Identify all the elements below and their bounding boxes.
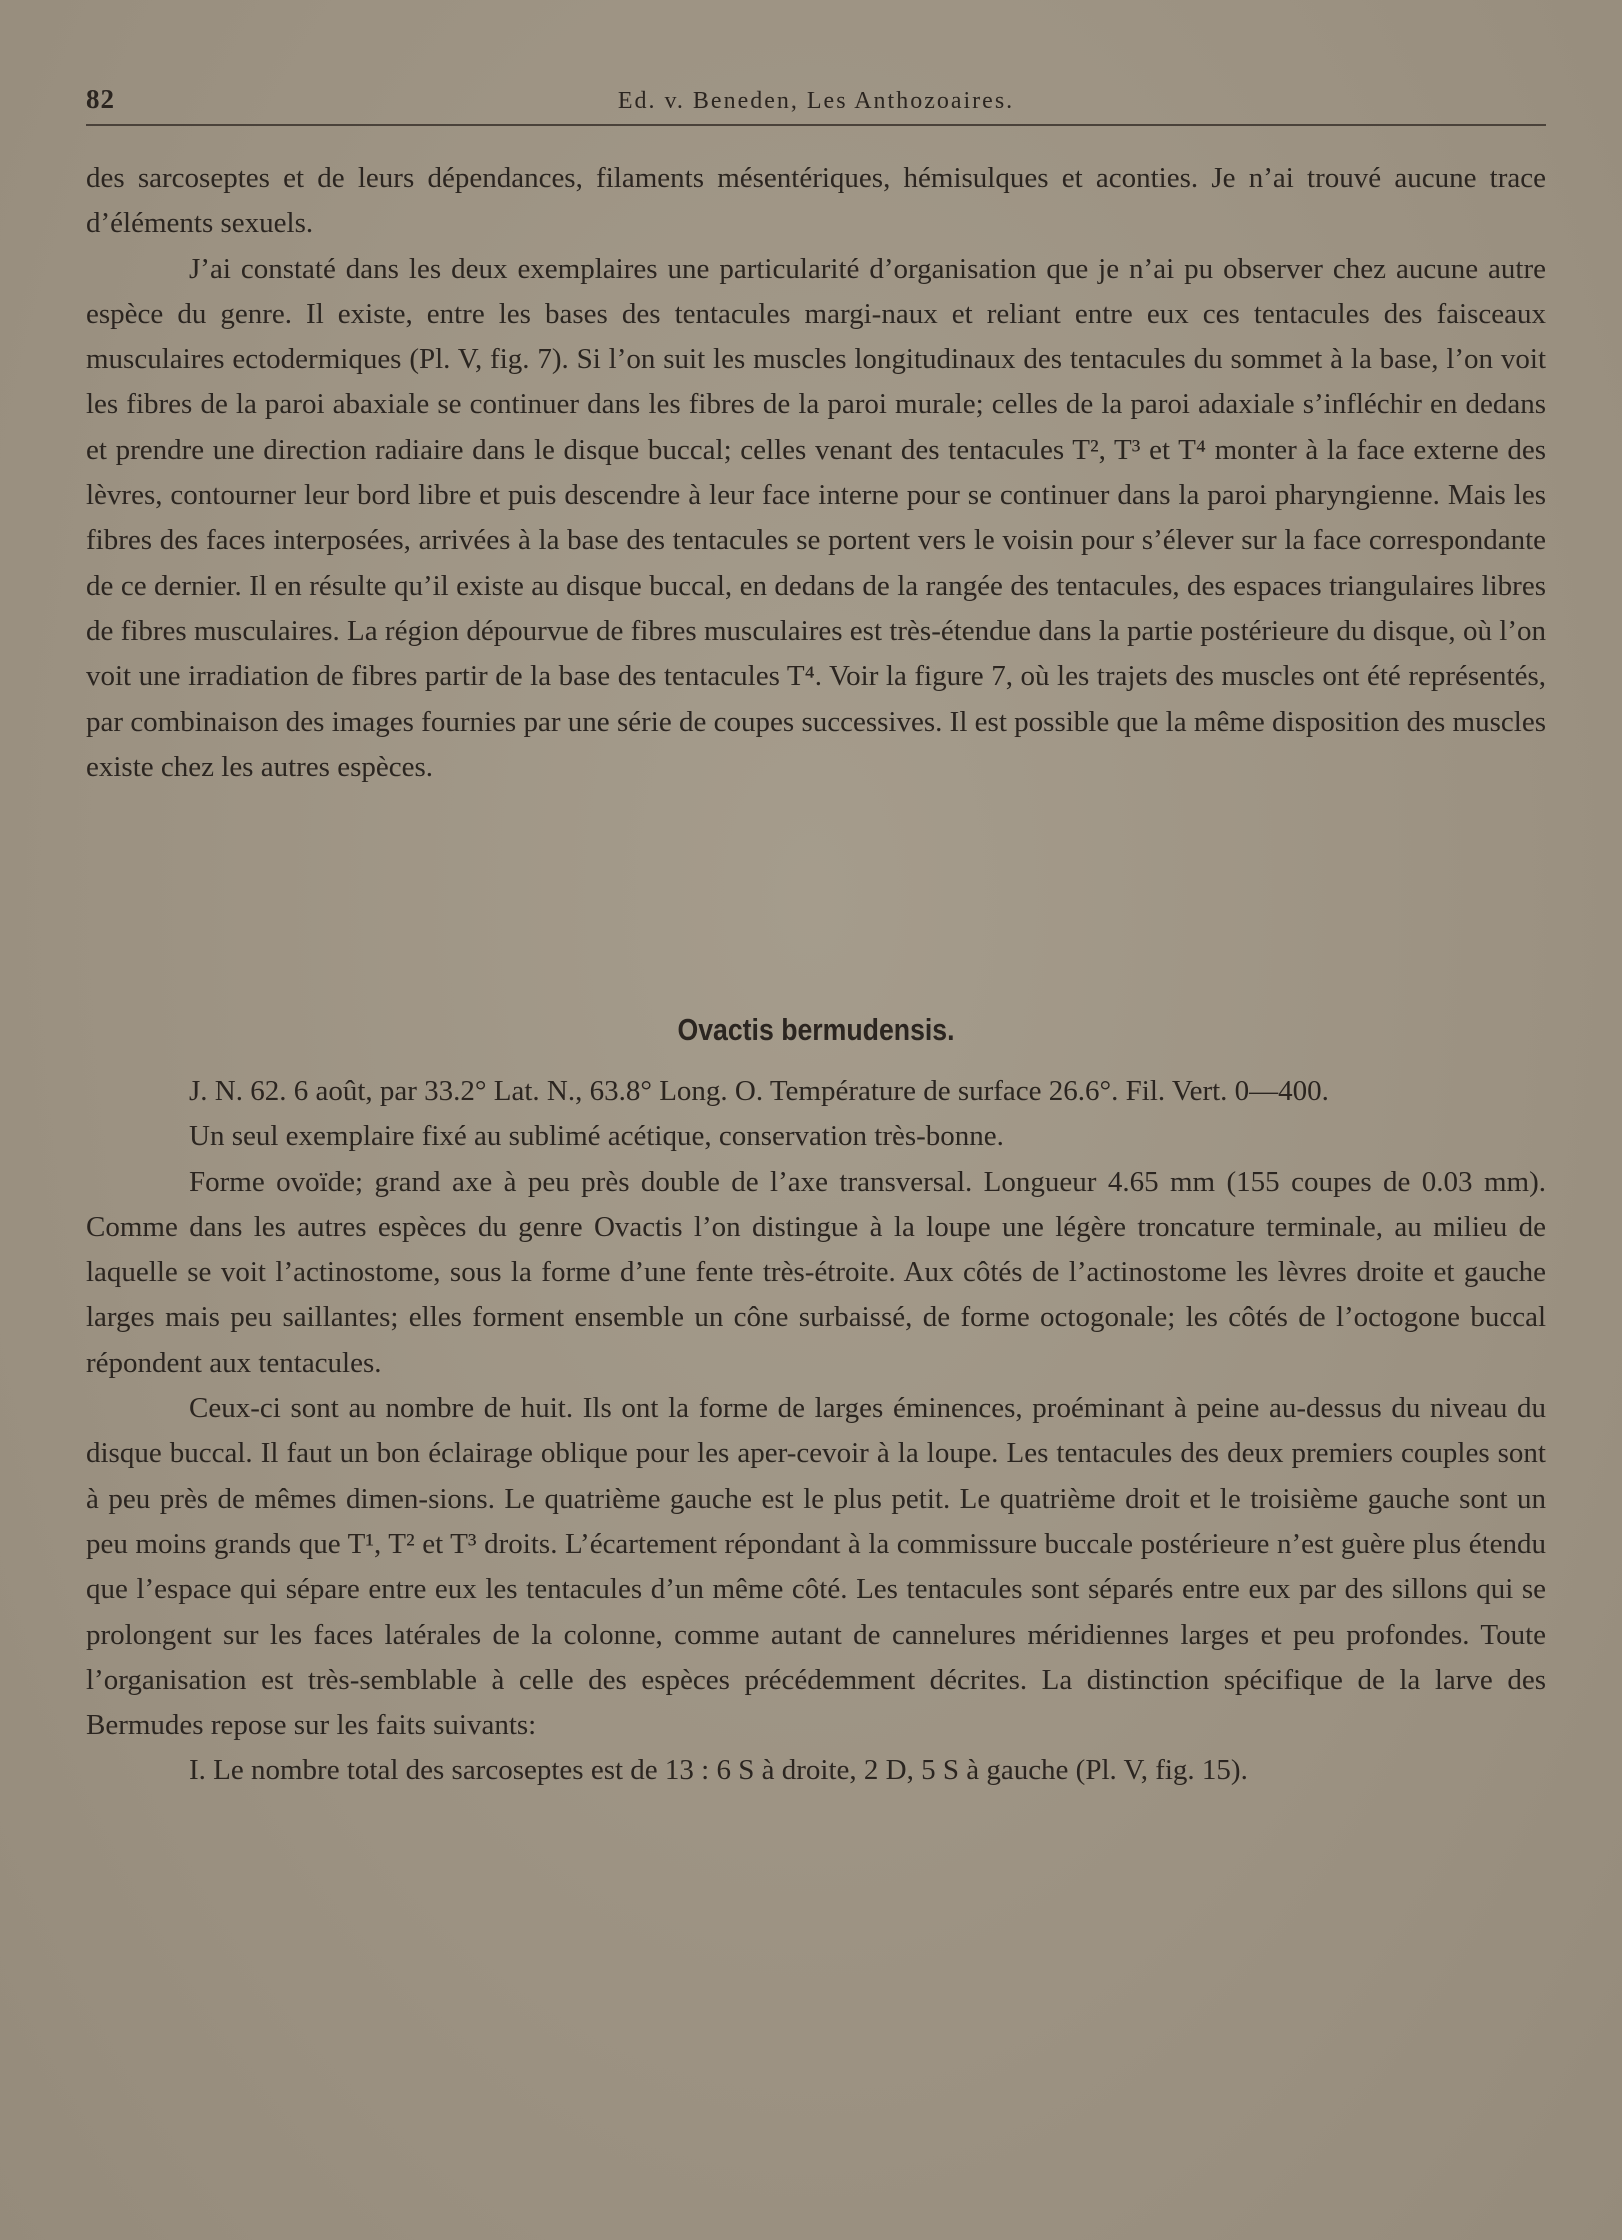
running-title: Ed. v. Beneden, Les Anthozoaires.	[617, 88, 1015, 114]
paragraph: Un seul exemplaire fixé au sublimé acétique, conservation très-bonne.	[189, 1120, 1004, 1153]
section-heading: Ovactis bermudensis.	[677, 1012, 955, 1047]
paragraph: des sarcoseptes et de leurs dépendances, filaments mésentériques, hémisulques et aconties. Je n’ai trouvé aucune trace d’éléments sexuels.	[86, 162, 1546, 240]
paragraph: Forme ovoïde; grand axe à peu près double de l’axe transversal. Longueur 4.65 mm (155 coupes de 0.03 mm). Comme dans les autres espèces du genre Ovactis l’on distingue à la loupe une légère troncature terminale, au milieu de laquelle se voit l’actinostome, sous la forme d’une fente très-étroite. Aux côtés de l’actinostome les lèvres droite et gauche larges mais peu saillantes; elles forment ensemble un cône surbaissé, de forme octogonale; les côtés de l’octogone buccal répondent aux tentacules.	[86, 1165, 1546, 1379]
paragraph: J’ai constaté dans les deux exemplaires une particularité d’organisation que je n’ai pu observer chez aucune autre espèce du genre. Il existe, entre les bases des tentacules margi-naux et reliant entre eux ces tentacules des faisceaux musculaires ectodermiques (Pl. V, fig. 7). Si l’on suit les muscles longitudinaux des tentacules du sommet à la base, l’on voit les fibres de la paroi abaxiale se continuer dans les fibres de la paroi murale; celles de la paroi adaxiale s’infléchir en dedans et prendre une direction radiaire dans le disque buccal; celles venant des tentacules T², T³ et T⁴ monter à la face externe des lèvres, contourner leur bord libre et puis descendre à leur face interne pour se continuer dans la paroi pharyngienne. Mais les fibres des faces interposées, arrivées à la base des tentacules se portent vers le voisin pour s’élever sur la face correspondante de ce dernier. Il en résulte qu’il existe au disque buccal, en dedans de la rangée des tentacules, des espaces triangulaires libres de fibres musculaires. La région dépourvue de fibres musculaires est très-étendue dans la partie postérieure du disque, où l’on voit une irradiation de fibres partir de la base des tentacules T⁴. Voir la figure 7, où les trajets des muscles ont été représentés, par combinaison des images fournies par une série de coupes successives. Il est possible que la même disposition des muscles existe chez les autres espèces.	[86, 252, 1546, 783]
paragraph: I. Le nombre total des sarcoseptes est de 13 : 6 S à droite, 2 D, 5 S à gauche (Pl. V, fig. 15).	[189, 1754, 1248, 1787]
paragraph: J. N. 62. 6 août, par 33.2° Lat. N., 63.8° Long. O. Température de surface 26.6°. Fil. Vert. 0—400.	[189, 1075, 1329, 1107]
page-header	[86, 84, 1546, 126]
text-block-top	[86, 156, 1546, 790]
paragraph: Ceux-ci sont au nombre de huit. Ils ont la forme de larges éminences, proéminant à peine au-dessus du niveau du disque buccal. Il faut un bon éclairage oblique pour les aper-cevoir à la loupe. Les tentacules des deux premiers couples sont à peu près de mêmes dimen-sions. Le quatrième gauche est le plus petit. Le quatrième droit et le troisième gauche sont un peu moins grands que T¹, T² et T³ droits. L’écartement répondant à la commissure buccale postérieure n’est guère plus étendu que l’espace qui sépare entre eux les tentacules d’un même côté. Les tentacules sont séparés entre eux par des sillons qui se prolongent sur les faces latérales de la colonne, comme autant de cannelures méridiennes larges et peu profondes. Toute l’organisation est très-semblable à celle des espèces précédemment décrites. La distinction spécifique de la larve des Bermudes repose sur les faits suivants:	[86, 1392, 1546, 1742]
text-block-bottom	[86, 1069, 1546, 1794]
page-number: 82	[86, 84, 115, 114]
